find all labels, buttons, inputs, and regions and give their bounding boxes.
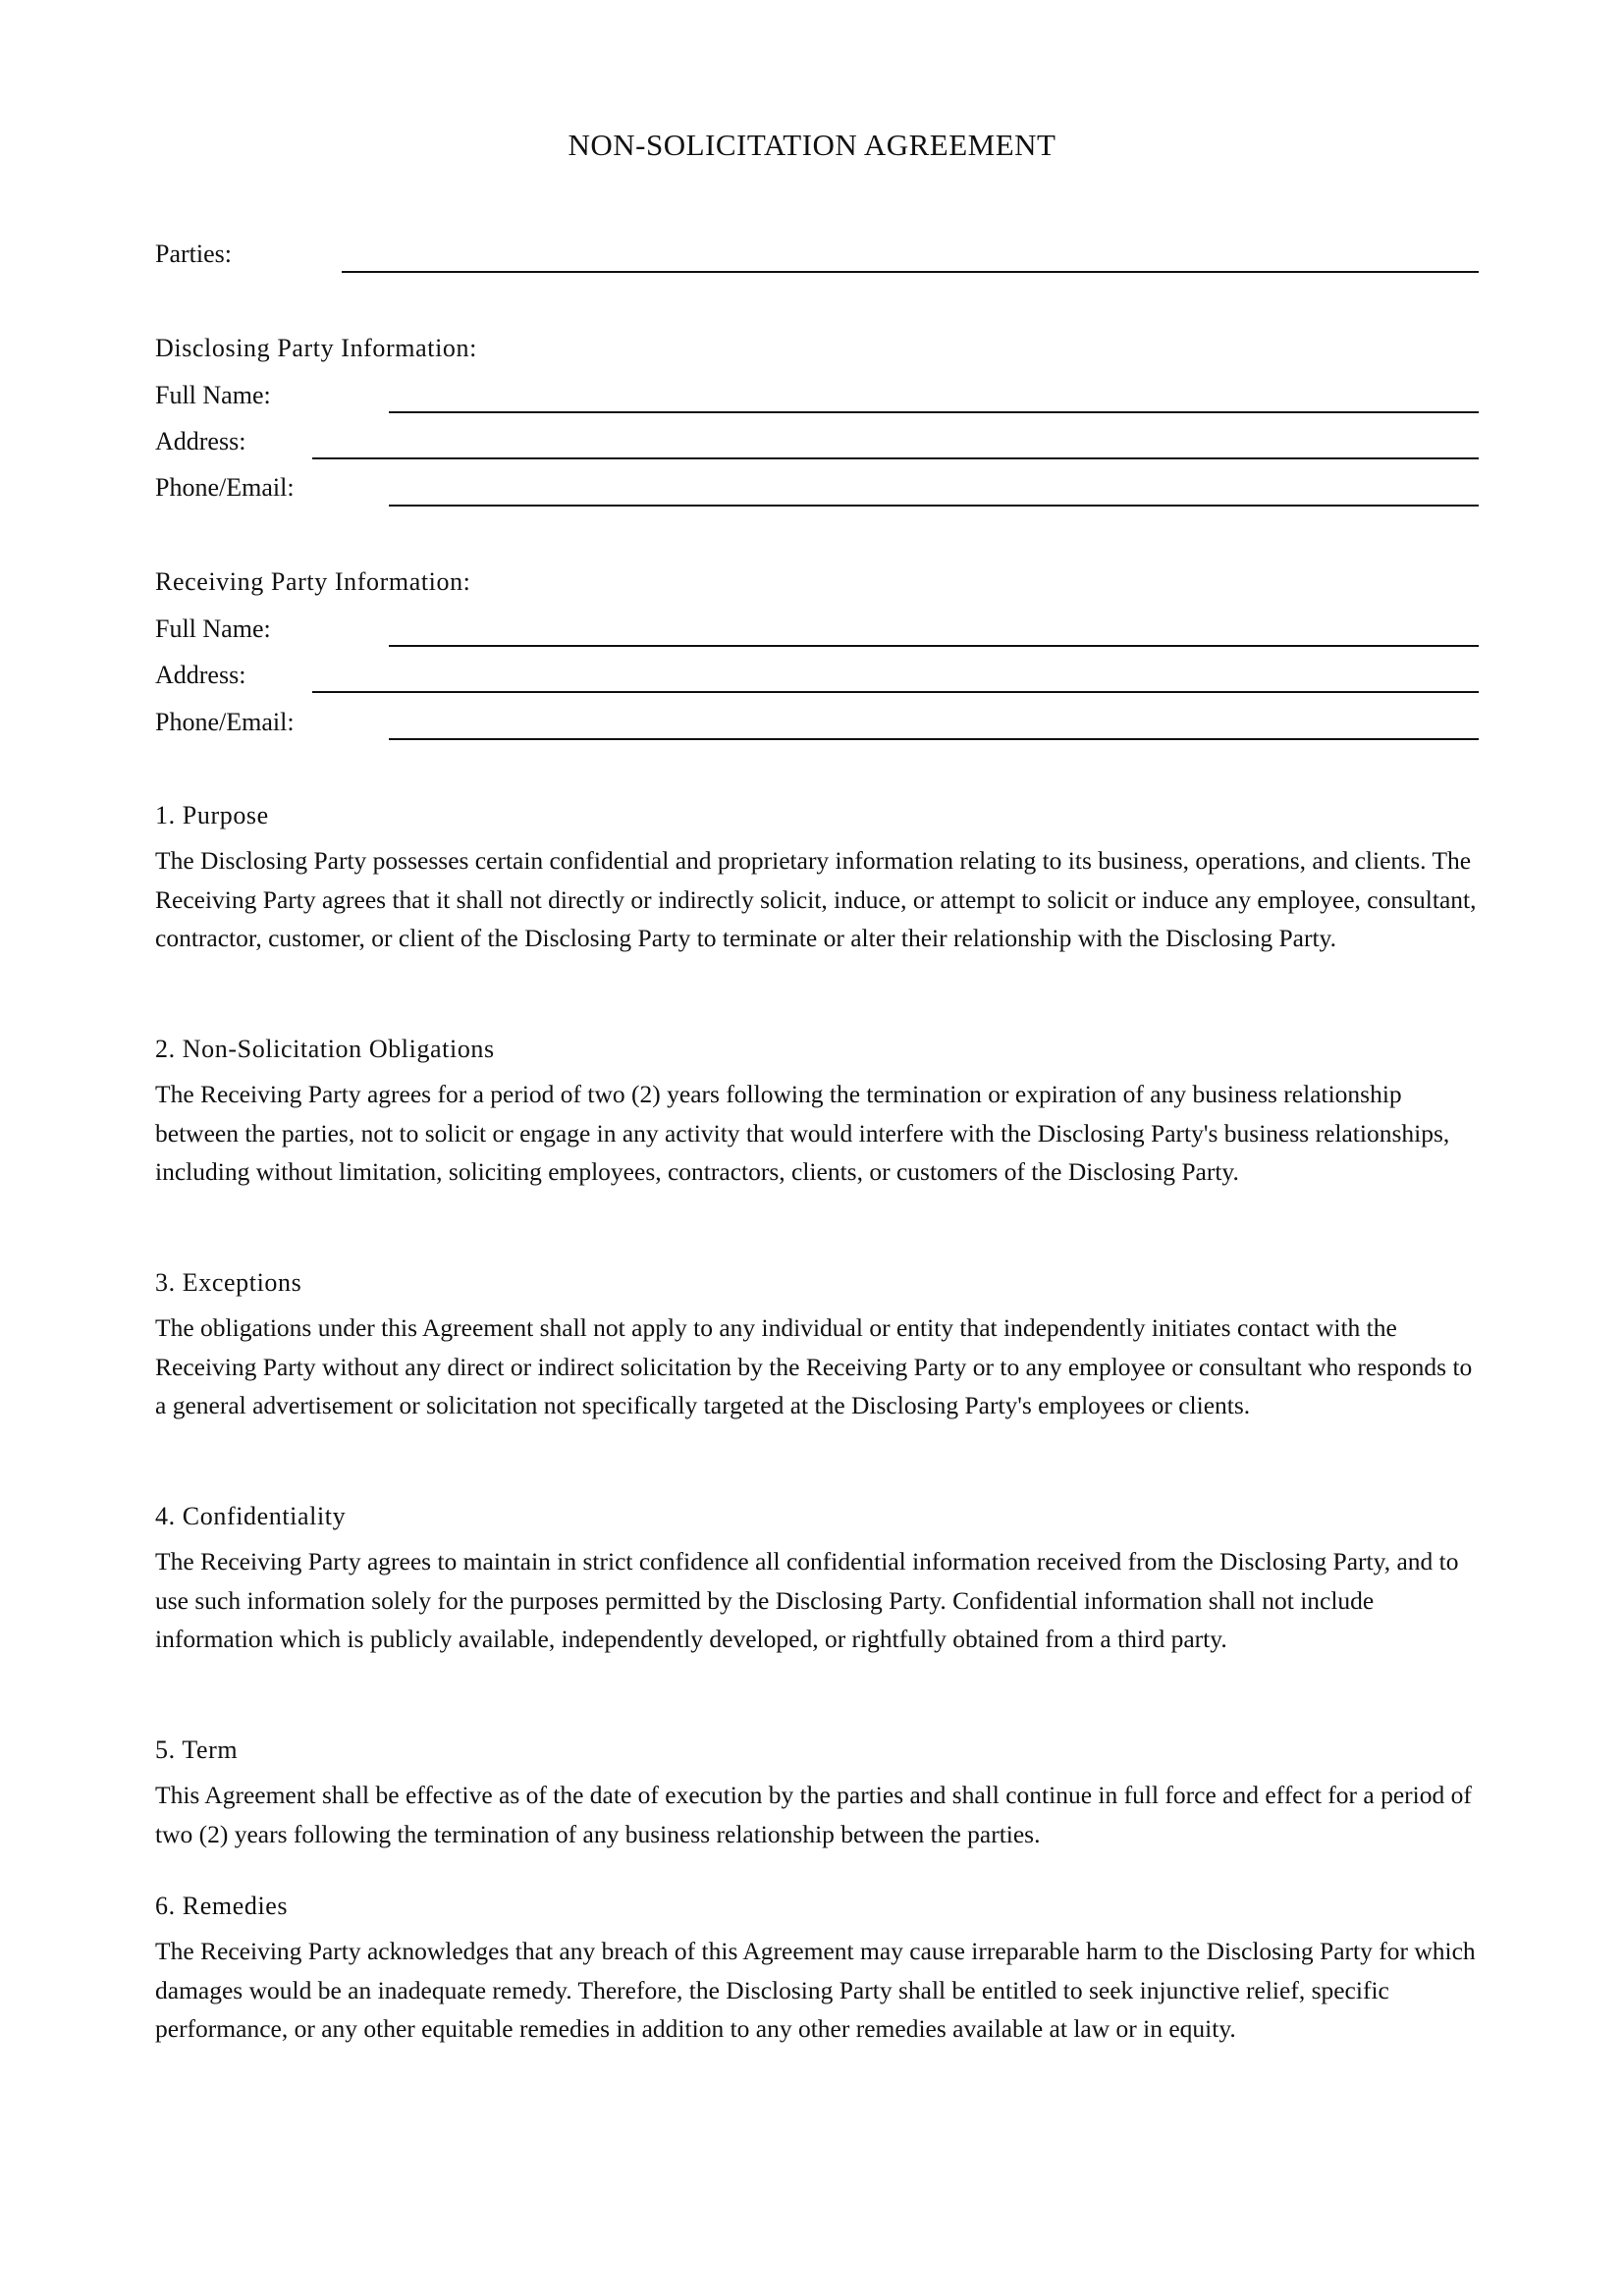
section-body-remedies: The Receiving Party acknowledges that any breach of this Agreement may cause irreparable harm to the Disclosing Party for which damages would be an inadequate remedy. Therefore, the Disclosing Party shall be entitled to seek injunctive relief, specific performance, or any other equitable remedies in addition to any other remedies available at law or in equity. — [155, 1937, 1476, 2043]
receiving-address-line[interactable] — [312, 691, 1479, 693]
section-body-term: This Agreement shall be effective as of the date of execution by the parties and shall continue in full force and effect for a period of two (2) years following the termination of any business relationship between the parties. — [155, 1781, 1472, 1848]
section-body-non-solicitation: The Receiving Party agrees for a period of two (2) years following the termination or expiration of any business relationship between the parties, not to solicit or engage in any activity that would interfere with the Disclosing Party's business relationships, including without limitation, soliciting employees, contractors, clients, or customers of the Disclosing Party. — [155, 1080, 1450, 1186]
receiving-party-heading: Receiving Party Information: — [155, 567, 471, 596]
parties-label: Parties: — [155, 240, 232, 268]
section-heading-term: 5. Term — [155, 1735, 239, 1764]
section-body-exceptions: The obligations under this Agreement shall not apply to any individual or entity that independently initiates contact with the Receiving Party without any direct or indirect solicitation by the Receiving Party or to any employee or consultant who responds to a general advertisement or solicitation not specifically targeted at the Disclosing Party's employees or clients. — [155, 1313, 1473, 1419]
section-body-confidentiality: The Receiving Party agrees to maintain in strict confidence all confidential information received from the Disclosing Party, and to use such information solely for the purposes permitted by the Disclosing Party. Confidential information shall not include information which is publicly available, independently developed, or rightfully obtained from a third party. — [155, 1547, 1459, 1653]
disclosing-phone-email-label: Phone/Email: — [155, 473, 295, 502]
section-body-purpose: The Disclosing Party possesses certain confidential and proprietary information relating to its business, operations, and clients. The Receiving Party agrees that it shall not directly or indirectly solicit, induce, or attempt to solicit or induce any employee, consultant, contractor, customer, or client of the Disclosing Party to terminate or alter their relationship with the Disclosing Party. — [155, 846, 1477, 952]
disclosing-full-name-label: Full Name: — [155, 381, 271, 409]
document-title: NON-SOLICITATION AGREEMENT — [568, 128, 1056, 162]
receiving-phone-email-label: Phone/Email: — [155, 708, 295, 736]
disclosing-address-line[interactable] — [312, 457, 1479, 459]
disclosing-party-heading: Disclosing Party Information: — [155, 334, 477, 362]
disclosing-phone-email-line[interactable] — [389, 505, 1479, 507]
section-heading-confidentiality: 4. Confidentiality — [155, 1502, 347, 1530]
receiving-full-name-label: Full Name: — [155, 614, 271, 643]
section-heading-remedies: 6. Remedies — [155, 1892, 289, 1920]
receiving-full-name-line[interactable] — [389, 645, 1479, 647]
disclosing-address-label: Address: — [155, 427, 246, 455]
receiving-phone-email-line[interactable] — [389, 738, 1479, 740]
disclosing-full-name-line[interactable] — [389, 411, 1479, 413]
section-heading-purpose: 1. Purpose — [155, 801, 269, 829]
section-heading-non-solicitation: 2. Non-Solicitation Obligations — [155, 1035, 495, 1063]
parties-input-line[interactable] — [342, 271, 1479, 273]
receiving-address-label: Address: — [155, 661, 246, 689]
section-heading-exceptions: 3. Exceptions — [155, 1268, 302, 1297]
